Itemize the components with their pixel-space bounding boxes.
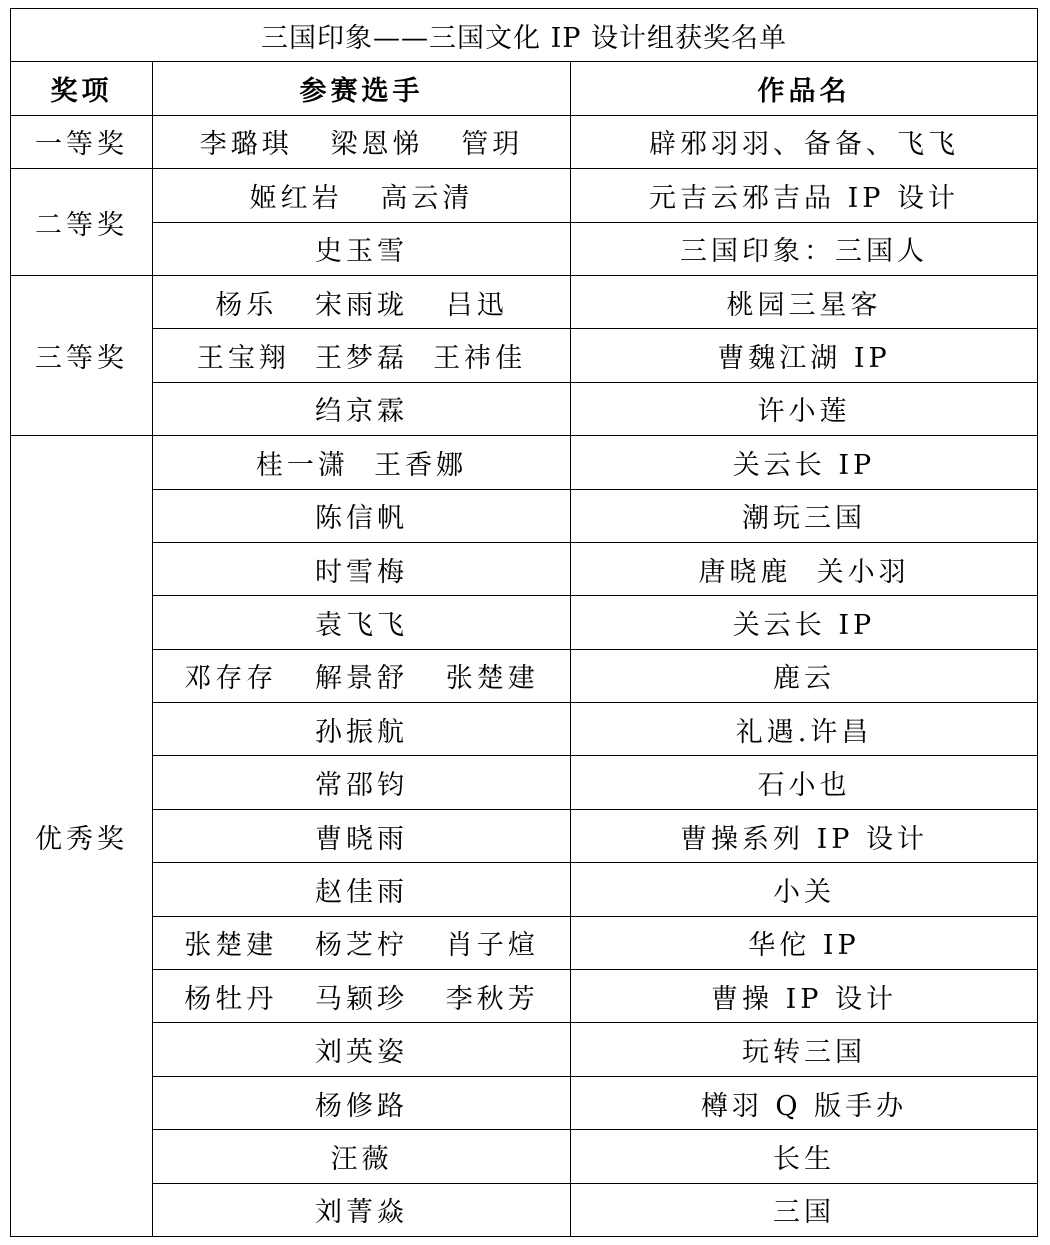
participant-names: 史玉雪	[153, 222, 571, 275]
work-title: 桃园三星客	[571, 275, 1038, 328]
header-award: 奖项	[11, 62, 153, 115]
table-row	[11, 222, 1038, 275]
table-row	[11, 115, 1038, 168]
work-title: 石小也	[571, 756, 1038, 809]
table-row	[11, 329, 1038, 382]
participant-names: 桂一潇 王香娜	[153, 436, 571, 489]
participant-names: 刘菁焱	[153, 1183, 571, 1236]
work-title: 三国	[571, 1183, 1038, 1236]
table-row	[11, 863, 1038, 916]
table-row	[11, 649, 1038, 702]
award-level: 二等奖	[11, 169, 153, 276]
work-title: 辟邪羽羽、备备、飞飞	[571, 115, 1038, 168]
work-title: 曹操 IP 设计	[571, 970, 1038, 1023]
participant-names: 汪薇	[153, 1130, 571, 1183]
header-work: 作品名	[571, 62, 1038, 115]
table-row	[11, 596, 1038, 649]
work-title: 鹿云	[571, 649, 1038, 702]
participant-names: 常邵钧	[153, 756, 571, 809]
participant-names: 杨乐 宋雨珑 吕迅	[153, 275, 571, 328]
work-title: 玩转三国	[571, 1023, 1038, 1076]
work-title: 三国印象：三国人	[571, 222, 1038, 275]
participant-names: 袁飞飞	[153, 596, 571, 649]
participant-names: 孙振航	[153, 703, 571, 756]
work-title: 长生	[571, 1130, 1038, 1183]
table-row	[11, 275, 1038, 328]
participant-names: 赵佳雨	[153, 863, 571, 916]
participant-names: 张楚建 杨芝柠 肖子煊	[153, 916, 571, 969]
table-row	[11, 542, 1038, 595]
participant-names: 杨修路	[153, 1076, 571, 1129]
work-title: 华佗 IP	[571, 916, 1038, 969]
work-title: 关云长 IP	[571, 436, 1038, 489]
table-row	[11, 436, 1038, 489]
participant-names: 绉京霖	[153, 382, 571, 435]
work-title: 曹操系列 IP 设计	[571, 809, 1038, 862]
awards-table	[10, 8, 1038, 1237]
table-row	[11, 756, 1038, 809]
participant-names: 王宝翔 王梦磊 王祎佳	[153, 329, 571, 382]
work-title: 樽羽 Q 版手办	[571, 1076, 1038, 1129]
participant-names: 时雪梅	[153, 542, 571, 595]
table-row	[11, 1076, 1038, 1129]
table-row	[11, 1183, 1038, 1236]
work-title: 小关	[571, 863, 1038, 916]
participant-names: 曹晓雨	[153, 809, 571, 862]
table-row	[11, 489, 1038, 542]
work-title: 潮玩三国	[571, 489, 1038, 542]
participant-names: 陈信帆	[153, 489, 571, 542]
work-title: 唐晓鹿 关小羽	[571, 542, 1038, 595]
table-row	[11, 1130, 1038, 1183]
participant-names: 姬红岩 高云清	[153, 169, 571, 222]
work-title: 关云长 IP	[571, 596, 1038, 649]
work-title: 礼遇.许昌	[571, 703, 1038, 756]
participant-names: 李璐琪 梁恩悌 管玥	[153, 115, 571, 168]
award-level: 优秀奖	[11, 436, 153, 1237]
awards-body	[11, 115, 1038, 1236]
participant-names: 邓存存 解景舒 张楚建	[153, 649, 571, 702]
table-row	[11, 1023, 1038, 1076]
work-title: 曹魏江湖 IP	[571, 329, 1038, 382]
participant-names: 杨牡丹 马颖珍 李秋芳	[153, 970, 571, 1023]
award-level: 三等奖	[11, 275, 153, 435]
participant-names: 刘英姿	[153, 1023, 571, 1076]
table-row	[11, 970, 1038, 1023]
table-row	[11, 916, 1038, 969]
header-row	[11, 62, 1038, 115]
work-title: 元吉云邪吉品 IP 设计	[571, 169, 1038, 222]
title-row	[11, 9, 1038, 62]
table-row	[11, 703, 1038, 756]
table-row	[11, 809, 1038, 862]
header-participants: 参赛选手	[153, 62, 571, 115]
table-row	[11, 382, 1038, 435]
table-row	[11, 169, 1038, 222]
table-title: 三国印象——三国文化 IP 设计组获奖名单	[11, 9, 1038, 62]
work-title: 许小莲	[571, 382, 1038, 435]
award-level: 一等奖	[11, 115, 153, 168]
